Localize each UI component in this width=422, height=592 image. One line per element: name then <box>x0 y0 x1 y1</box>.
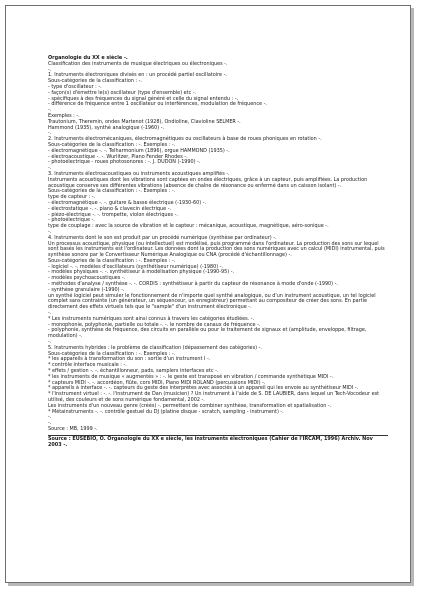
text-line: 4. Instruments dont le son est produit par un procédé numérique (synthèse par ordinateur) -. <box>48 234 277 241</box>
text-line: - électromagnétique -. -. guitare & basse électrique (-1930-60) -. <box>48 199 207 206</box>
text-line: * appareils à interface -. -. capteurs du geste des interprètes avec associés à un appareil qui les envoie au synthétiseur MIDI -. <box>48 385 359 392</box>
text-line: Sous-catégories de la classification : -. Exemples : -. <box>48 141 176 148</box>
text-line: type de capteur : -. <box>48 194 96 201</box>
text-line: - électrostatique -. -. piano & clavecin électrique -. <box>48 205 172 212</box>
text-line: Sous-catégories de la classification : -. Exemples : -. <box>48 188 176 195</box>
text-line: 1. Instruments électroniques divisés en : un procédé partiel oscillatoire -. <box>48 72 227 79</box>
text-line: -. <box>48 130 52 137</box>
text-line: - spécifiques à des fréquences du signal généré et celle du signal entendu : -. <box>48 95 239 102</box>
text-line: * l'instrument virtuel : -. -. l'instrument de Dan (musicien) ? Un instrument à l'aide de S. DE LAUBIER, dans lequel un Tech-Vocodeur est utilisé, des couleurs et de sons numérique fondamental, 2002 -. <box>48 391 381 404</box>
text-line: 5. Instruments hybrides : le problème de classification (dépassement des catégories) -. <box>48 344 262 351</box>
text-line: - différence de fréquence entre 1 oscillateur ou interférences, modulation de fréquence -. <box>48 101 267 108</box>
text-line: -. <box>48 165 52 172</box>
text-line: * contrôle interface musicale : -. <box>48 362 127 369</box>
text-line: -. <box>48 107 52 114</box>
text-line: * Métainstruments -. -. contrôle gestuel du DJ (platine disque - scratch, sampling - instrument) -. <box>48 408 284 415</box>
text-line: -. <box>48 339 52 346</box>
text-line: Sous-catégories de la classification : -. <box>48 78 142 85</box>
text-line: Les instruments d'un nouveau genre (créés) -. permettent de combiner synthèse, transformation et spatialisation -. <box>48 402 332 409</box>
text-line: Classification des instruments de musique électriques ou électroniques -. <box>48 60 228 67</box>
text-line: Un processus acoustique, physique (ou intellectuel) est modélisé, puis programmé dans l'ordinateur. La production des sons sur lequel sont basés les instruments est l'ordinateur. Les données dont la production des sons numériques avec un calcul (MIDI) instrumental, puis synthèse sonore par le Convertisseur Numérique Analogique ou CNA (procédé d'échantillonnage) -. <box>48 240 387 259</box>
text-line: -. <box>48 310 52 317</box>
document-page <box>5 5 411 583</box>
text-line: - logiciel -. -. modèles d'oscillateurs (synthétiseur numérique) (-1980) -. <box>48 263 223 270</box>
text-line: Sous-catégories de la classification : -. Exemples : -. <box>48 350 176 357</box>
text-line: un synthé logiciel peut simuler le fonctionnement de n'importe quel synthé analogique, ou d'un instrument acoustique, un tel logiciel complet sans contrainte (un générateur, un séquenceur, un enregistreur) permettant au compositeur de créer des sons. En partie directement des effets virtuels tels que le "sample" d'un instrument électronique -. <box>48 292 378 311</box>
text-line: - photoélectrique - roues photosonores : -. J. DUDON (-1990) -. <box>48 159 201 166</box>
text-line: 2. Instruments électromécaniques, électromagnétiques ou oscillateurs à base de roues phoniques en rotation -. <box>48 136 322 143</box>
text-line: * capteurs MIDI -. -. accordéon, flûte, cors MIDI, Piano MIDI ROLAND (percussions MIDI) -. <box>48 379 266 386</box>
text-line: Sous-catégories de la classification : -. Exemples : -. <box>48 257 176 264</box>
text-line: -. <box>48 228 52 235</box>
text-line: Exemples : -. <box>48 112 80 119</box>
footnote: Source : EUSEBIO, O. Organologie du XX e siècle, les instruments électroniques (Cahier de l'IRCAM, 1996) Archiv. Nov 2003 -. <box>48 435 375 448</box>
text-line: - modèles psychoacoustiques -. <box>48 275 126 282</box>
text-line: Trautonium, Theremin, ondes Martenot (1928), Ondioline, Clavioline SELMER -. <box>48 118 241 125</box>
text-line: - piézo-électrique -. -. trompette, violon électriques -. <box>48 211 178 218</box>
text-line: * les instruments de musique « augmentés » : -. le geste est transposé en vibration / commande synthétique MIDI -. <box>48 373 334 380</box>
text-line: - polyphonie, synthèse de fréquence, des circuits en parallèle ou pour le traitement de signaux et (amplitude, enveloppe, filtrage, modulation) -. <box>48 327 369 340</box>
text-line: - synthèse granulaire (-1990) -. <box>48 286 125 293</box>
text-line: type de couplage : avec la source de vibration et le capteur : mécanique, acoustique, magnétique, aéro-sonique -. <box>48 223 329 230</box>
text-line: * effets / gestion -. -. échantillonneur, pads, samplers interfaces etc -. <box>48 368 219 375</box>
text-line: -. <box>48 420 52 427</box>
document-title: Organologie du XX e siècle -. <box>48 55 128 61</box>
text-line: Source : MB, 1999 -. <box>48 426 98 432</box>
text-line: - type d'oscillateur : -. <box>48 83 102 90</box>
text-line: - monophonie, polyphonie, partielle ou totale -. -. le nombre de canaux de fréquence -. <box>48 321 261 328</box>
text-line: * les appareils à transformation du son : sortie d'un instrument I -. <box>48 356 211 363</box>
text-line: - méthodes d'analyse / synthèse -. -. CORDIS : synthétiseur à partir du capteur de résonance à mode d'onde (-1990) -. <box>48 281 338 288</box>
text-line: - modèles physiques -. -. synthétiseur à modélisation physique (-1990-95) -. <box>48 269 235 276</box>
text-line: - électroacoustique -. -. Wurlitzer, Piano Fender Rhodes -. <box>48 153 188 160</box>
text-line: Hammond (1935), synthé analogique (-1960) -. <box>48 124 165 131</box>
text-line: Instruments acoustiques dont les vibrations sont captées en ondes électriques, grâce à un capteur, puis amplifiées. La production acoustique conserve ses différentes vibrations (absence de chaîne de résonance ou enfermé dans un caisson isolant) -. <box>48 176 369 189</box>
document-body <box>48 56 388 448</box>
text-line: * Les instruments numériques sont ainsi connus à travers les catégories étudiées. -. <box>48 315 255 322</box>
text-line: - façon(s) d'émettre le(s) oscillateur (type d'ensemble) etc -. <box>48 89 197 96</box>
text-line: - électromagnétique -. -. Telharmonium (1896), orgue HAMMOND (1935) -. <box>48 147 230 154</box>
text-line: -. <box>48 66 52 73</box>
text-line: -. <box>48 414 52 421</box>
text-line: - photoélectrique -. <box>48 217 95 224</box>
text-line: 3. Instruments électroacoustiques ou instruments acoustiques amplifiés -. <box>48 170 230 177</box>
